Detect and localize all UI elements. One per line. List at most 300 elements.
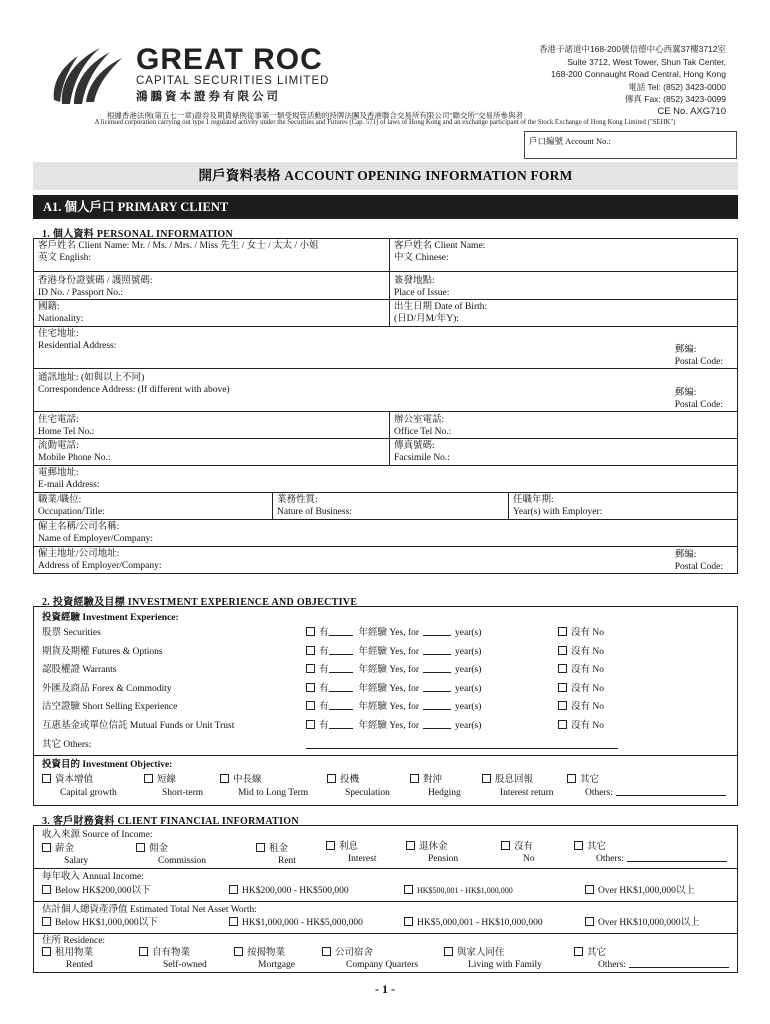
date-of-birth-field[interactable] [389, 300, 737, 326]
home-tel-field[interactable] [34, 412, 389, 438]
yes-label: 有 [319, 683, 329, 694]
experience-item-text: 期貨及期權 Futures & Options [42, 646, 163, 657]
postal-sublabel: Postal Code: [674, 562, 723, 572]
residence-cn-row [42, 947, 93, 959]
experience-yes-option[interactable] [306, 646, 481, 658]
address-chinese: 香港干諾道中168-200號信德中心西翼37樓3712室 [538, 44, 726, 54]
residence-option[interactable] [444, 947, 542, 971]
experience-yes-option[interactable] [306, 720, 481, 732]
net-text: HK$5,000,001 - HK$10,000,000 [417, 918, 543, 928]
objective-en-row [327, 787, 390, 800]
occupation-label: 職業/職位: [38, 495, 82, 505]
net-text: Over HK$10,000,000以上 [598, 918, 700, 928]
source-en: No [523, 854, 535, 864]
income-option[interactable] [42, 885, 151, 897]
checkbox[interactable] [42, 947, 51, 956]
dob-sublabel: (日D/月M/年Y): [394, 314, 459, 324]
brand-subtitle: CAPITAL SECURITIES LIMITED [136, 75, 330, 87]
checkbox[interactable] [585, 917, 594, 926]
years-suffix: year(s) [455, 646, 482, 657]
experience-item-label [42, 646, 163, 658]
years-label: 任職年期: [513, 495, 554, 505]
phone-row [34, 411, 737, 438]
nationality-label: 國籍: [38, 302, 60, 312]
source-cn: 退休金 [419, 842, 448, 852]
experience-no-option[interactable] [558, 664, 604, 676]
source-cn-row [136, 843, 206, 855]
experience-no-option[interactable] [558, 683, 604, 695]
years-input[interactable] [423, 664, 451, 673]
objective-en-row [567, 787, 726, 800]
residence-cn: 公司宿舍 [335, 948, 374, 958]
years-suffix: year(s) [455, 628, 482, 638]
correspondence-address-field[interactable] [34, 369, 737, 411]
experience-no-option[interactable] [558, 627, 604, 639]
objective-others-input[interactable] [616, 787, 726, 796]
nationality-field[interactable] [34, 300, 389, 326]
objective-en: Interest return [500, 788, 554, 798]
residential-sublabel: Residential Address: [38, 341, 117, 351]
years-blank[interactable] [329, 683, 353, 692]
chinese-name-sublabel: 中文 Chinese: [394, 253, 449, 263]
checkbox[interactable] [558, 701, 567, 710]
source-cn: 沒有 [514, 842, 534, 852]
home-tel-label: 住宅電話: [38, 415, 79, 425]
income-text: Over HK$1,000,000以上 [598, 886, 695, 896]
checkbox[interactable] [558, 720, 567, 729]
net-option[interactable] [585, 917, 700, 929]
brand-chinese-name: 鴻鵬資本證券有限公司 [136, 89, 281, 103]
personal-info-table [33, 238, 738, 574]
years-with-employer-field[interactable] [508, 493, 737, 519]
nationality-row [34, 299, 737, 326]
income-text: HK$500,001 - HK$1,000,000 [417, 886, 513, 895]
source-cn: 佣金 [149, 844, 169, 854]
residence-cn: 租用物業 [55, 948, 94, 958]
years-blank[interactable] [329, 627, 353, 636]
yes-label: 有 [319, 646, 329, 657]
residence-en-row [234, 959, 295, 971]
divider [34, 868, 737, 869]
checkbox[interactable] [144, 774, 153, 783]
checkbox[interactable] [306, 683, 315, 692]
checkbox[interactable] [42, 885, 51, 894]
occupation-sublabel: Occupation/Title: [38, 507, 105, 517]
objective-cn: 對沖 [423, 775, 443, 785]
years-label: 年經驗 Yes, for [358, 628, 420, 638]
objective-cn: 投機 [340, 775, 360, 785]
checkbox[interactable] [558, 664, 567, 673]
correspondence-postal-code [675, 387, 723, 411]
company-address [539, 43, 726, 118]
objective-en: Capital growth [60, 788, 117, 798]
checkbox[interactable] [585, 885, 594, 894]
residence-en-row [42, 959, 93, 971]
residential-label: 住宅地址: [38, 329, 79, 339]
name-row [34, 239, 737, 271]
source-en: Salary [64, 856, 89, 866]
years-suffix: year(s) [455, 720, 482, 731]
employer-row [34, 519, 737, 546]
checkbox[interactable] [306, 627, 315, 636]
experience-item-label [42, 627, 101, 639]
experience-others-input[interactable] [306, 740, 618, 749]
residential-row [34, 326, 737, 368]
objective-option[interactable] [144, 774, 203, 800]
account-number-label: 戶口編號 Account No.: [529, 136, 611, 146]
investment-heading: 2. 投資經驗及目標 INVESTMENT EXPERIENCE AND OBJECTIVE [42, 597, 358, 608]
brand-block [136, 43, 330, 104]
objective-option[interactable] [327, 774, 390, 800]
years-input[interactable] [423, 683, 451, 692]
objective-cn-row [220, 774, 308, 787]
checkbox[interactable] [482, 774, 491, 783]
yes-label: 有 [319, 702, 329, 712]
residential-postal-code [675, 344, 723, 368]
residential-address-field[interactable] [34, 327, 737, 368]
address-line-1: Suite 3712, West Tower, Shun Tak Center, [567, 56, 726, 67]
objective-cn: 股息回報 [495, 775, 534, 785]
years-blank[interactable] [329, 701, 353, 710]
objective-en-row [220, 787, 308, 800]
office-tel-field[interactable] [389, 412, 737, 438]
income-source-option[interactable] [136, 843, 206, 867]
checkbox[interactable] [229, 917, 238, 926]
years-label: 年經驗 Yes, for [358, 646, 420, 657]
residence-en: Company Quarters [346, 960, 419, 970]
objective-en-row [410, 787, 461, 800]
facsimile-sublabel: Facsimile No.: [394, 453, 450, 463]
residence-others-input[interactable] [629, 959, 729, 968]
id-row [34, 271, 737, 299]
income-label: 每年收入 Annual Income: [42, 872, 144, 882]
checkbox[interactable] [229, 885, 238, 894]
objective-cn: 中長線 [233, 775, 262, 785]
income-source-option[interactable] [326, 841, 377, 865]
objective-option[interactable] [567, 774, 726, 800]
checkbox[interactable] [406, 841, 415, 850]
residence-option[interactable] [574, 947, 729, 971]
residence-option[interactable] [139, 947, 207, 971]
residence-cn-row [139, 947, 207, 959]
account-number-field[interactable] [524, 131, 737, 159]
source-en: Others: [596, 854, 624, 864]
income-option[interactable] [585, 885, 695, 897]
letterhead [0, 0, 770, 130]
experience-yes-option[interactable] [306, 664, 481, 676]
source-en-row [574, 853, 727, 865]
employer-name-field[interactable] [34, 520, 737, 546]
personal-info-heading: 1. 個人資料 PERSONAL INFORMATION [42, 229, 234, 240]
years-blank[interactable] [329, 664, 353, 673]
source-cn-row [256, 843, 296, 855]
correspondence-sublabel: Correspondence Address: (If different with above) [38, 385, 230, 395]
employer-address-field[interactable] [34, 547, 737, 573]
residence-cn-row [322, 947, 418, 959]
email-row [34, 465, 737, 492]
source-en-row [256, 855, 296, 867]
id-passport-field[interactable] [34, 272, 389, 299]
source-cn-row [406, 841, 458, 853]
source-cn-row [501, 841, 535, 853]
years-suffix: year(s) [455, 683, 482, 694]
checkbox[interactable] [404, 885, 413, 894]
divider [34, 933, 737, 934]
years-suffix: year(s) [455, 665, 482, 675]
objective-cn-row [42, 774, 117, 787]
checkbox[interactable] [326, 841, 335, 850]
experience-yes-option[interactable] [306, 701, 481, 713]
residence-cn: 與家人同住 [457, 948, 505, 958]
residence-option[interactable] [234, 947, 295, 971]
residence-en-row [322, 959, 418, 971]
experience-item-text: 外匯及商品 Forex & Commodity [42, 683, 172, 694]
facsimile-field[interactable] [389, 439, 737, 465]
checkbox[interactable] [567, 774, 576, 783]
mobile-row [34, 438, 737, 465]
residence-en: Self-owned [163, 960, 207, 970]
checkbox[interactable] [306, 664, 315, 673]
checkbox[interactable] [256, 843, 265, 852]
years-blank[interactable] [329, 646, 353, 655]
residence-en: Others: [598, 960, 626, 970]
occupation-field[interactable] [34, 493, 272, 519]
checkbox[interactable] [558, 627, 567, 636]
objective-en: Speculation [345, 788, 390, 798]
checkbox[interactable] [306, 701, 315, 710]
residence-en: Mortgage [258, 960, 295, 970]
years-input[interactable] [423, 701, 451, 710]
correspondence-row [34, 368, 737, 411]
income-source-option[interactable] [501, 841, 535, 865]
income-text: HK$200,000 - HK$500,000 [242, 886, 349, 896]
objective-cn: 資本增值 [55, 775, 94, 785]
source-en-row [326, 853, 377, 865]
checkbox[interactable] [42, 774, 51, 783]
checkbox[interactable] [136, 843, 145, 852]
objective-option[interactable] [410, 774, 461, 800]
postal-label: 郵編: [674, 550, 697, 560]
years-input[interactable] [423, 627, 451, 636]
checkbox[interactable] [42, 843, 51, 852]
yes-label: 有 [319, 720, 329, 731]
net-worth-label: 估計個人總資產淨值 Estimated Total Net Asset Worth: [42, 905, 257, 915]
objective-cn-row [144, 774, 203, 787]
home-tel-sublabel: Home Tel No.: [38, 427, 95, 437]
objective-option[interactable] [482, 774, 554, 800]
employer-address-row [34, 546, 737, 573]
years-input[interactable] [423, 646, 451, 655]
no-label: 沒有 No [571, 683, 604, 694]
objective-cn: 其它 [580, 775, 600, 785]
section-primary-client: A1. 個人戶口 PRIMARY CLIENT [33, 195, 738, 219]
financial-heading: 3. 客戶財務資料 CLIENT FINANCIAL INFORMATION [42, 816, 299, 827]
financial-table [33, 825, 738, 973]
objective-en-row [144, 787, 203, 800]
employer-sublabel: Name of Employer/Company: [38, 534, 154, 544]
residence-label: 住所 Residence: [42, 936, 106, 946]
years-input[interactable] [423, 720, 451, 729]
source-en: Rent [278, 856, 296, 866]
nationality-sublabel: Nationality: [38, 314, 84, 324]
postal-sublabel: Postal Code: [674, 400, 723, 410]
checkbox[interactable] [306, 646, 315, 655]
net-option[interactable] [404, 917, 543, 929]
yes-label: 有 [319, 665, 329, 675]
no-label: 沒有 No [571, 628, 604, 638]
years-label: 年經驗 Yes, for [358, 702, 420, 712]
checkbox[interactable] [42, 917, 51, 926]
experience-no-option[interactable] [558, 720, 604, 732]
checkbox[interactable] [234, 947, 243, 956]
residence-cn: 其它 [587, 948, 607, 958]
experience-item-text: 沽空證驗 Short Selling Experience [42, 702, 178, 712]
checkbox[interactable] [322, 947, 331, 956]
net-option[interactable] [42, 917, 158, 929]
objective-cn-row [567, 774, 726, 787]
telephone: 電話 Tel: (852) 3423-0000 [628, 81, 726, 92]
residence-cn-row [234, 947, 295, 959]
yes-label: 有 [319, 628, 329, 638]
ce-number: CE No. AXG710 [657, 105, 726, 117]
checkbox[interactable] [501, 841, 510, 850]
objective-cn: 短線 [157, 775, 177, 785]
checkbox[interactable] [558, 683, 567, 692]
source-en: Pension [428, 854, 459, 864]
divider [34, 901, 737, 902]
income-source-option[interactable] [42, 843, 88, 867]
income-text: Below HK$200,000以下 [55, 886, 151, 896]
experience-label: 投資經驗 Investment Experience: [42, 613, 179, 623]
objective-option[interactable] [42, 774, 117, 800]
place-of-issue-field[interactable] [389, 272, 737, 299]
income-source-option[interactable] [256, 843, 296, 867]
residence-cn-row [444, 947, 542, 959]
office-tel-label: 辦公室電話: [394, 415, 445, 425]
license-statement-chinese: 根據香港法例(第五七一章)證券及期貨條例從事第一類受規管活動的持牌法團及香港聯合交易所有限公司"聯交所"交易所參與者 [106, 111, 524, 120]
mobile-field[interactable] [34, 439, 389, 465]
experience-item-label [42, 720, 234, 732]
source-en: Interest [348, 854, 377, 864]
net-text: HK$1,000,000 - HK$5,000,000 [242, 918, 363, 928]
office-tel-sublabel: Office Tel No.: [394, 427, 452, 437]
email-sublabel: E-mail Address: [38, 480, 100, 490]
income-source-option[interactable] [574, 841, 727, 865]
residence-cn: 按揭物業 [247, 948, 286, 958]
checkbox[interactable] [410, 774, 419, 783]
checkbox[interactable] [220, 774, 229, 783]
experience-item-label [42, 683, 172, 695]
source-cn-row [42, 843, 88, 855]
source-label: 收入來源 Source of Income: [42, 830, 153, 840]
years-blank[interactable] [329, 720, 353, 729]
years-label: 年經驗 Yes, for [358, 665, 420, 675]
checkbox[interactable] [558, 646, 567, 655]
years-sublabel: Year(s) with Employer: [513, 507, 603, 517]
correspondence-label: 通訊地址: (如與以上不同) [38, 373, 145, 383]
no-label: 沒有 No [571, 665, 604, 675]
postal-label: 郵編: [674, 388, 697, 398]
objective-cn-row [482, 774, 554, 787]
income-option[interactable] [404, 885, 513, 897]
mobile-label: 流動電話: [38, 441, 79, 451]
checkbox[interactable] [139, 947, 148, 956]
address-line-2: 168-200 Connaught Road Central, Hong Kong [551, 69, 726, 79]
experience-yes-option[interactable] [306, 683, 481, 695]
residence-en-row [574, 959, 729, 971]
occupation-row [34, 492, 737, 519]
no-label: 沒有 No [571, 702, 604, 712]
id-label: 香港身份證號碼 / 護照號碼: [38, 276, 153, 286]
checkbox[interactable] [444, 947, 453, 956]
objective-en-row [482, 787, 554, 800]
years-suffix: year(s) [455, 702, 482, 712]
experience-no-option[interactable] [558, 701, 604, 713]
experience-item-label [42, 664, 116, 676]
email-label: 電郵地址: [38, 468, 79, 478]
email-field[interactable] [34, 466, 737, 492]
objective-en: Mid to Long Term [238, 788, 309, 798]
source-cn: 租金 [269, 844, 289, 854]
experience-yes-option[interactable] [306, 627, 481, 639]
source-en-row [136, 855, 206, 867]
objective-option[interactable] [220, 774, 308, 800]
checkbox[interactable] [574, 947, 583, 956]
checkbox[interactable] [327, 774, 336, 783]
experience-item-text: 互惠基金或單位信託 Mutual Funds or Unit Trust [42, 720, 235, 731]
issue-sublabel: Place of Issue: [394, 288, 450, 298]
residence-en: Rented [66, 960, 93, 970]
business-sublabel: Nature of Business: [277, 507, 352, 517]
residence-option[interactable] [42, 947, 93, 971]
experience-item-label [42, 701, 177, 713]
checkbox[interactable] [404, 917, 413, 926]
others-label: 其它 Others: [42, 740, 92, 750]
business-nature-field[interactable] [272, 493, 508, 519]
page-number: - 1 - [375, 982, 395, 996]
issue-label: 簽發地點: [394, 276, 435, 286]
employer-address-sublabel: Address of Employer/Company: [38, 561, 162, 571]
no-label: 沒有 No [571, 646, 604, 657]
residence-cn: 自有物業 [152, 948, 191, 958]
checkbox[interactable] [574, 841, 583, 850]
experience-no-option[interactable] [558, 646, 604, 658]
employer-postal-code [675, 549, 723, 573]
postal-sublabel: Postal Code: [674, 357, 723, 367]
facsimile-label: 傳真號碼: [394, 441, 435, 451]
income-source-option[interactable] [406, 841, 458, 865]
checkbox[interactable] [306, 720, 315, 729]
income-option[interactable] [229, 885, 349, 897]
net-option[interactable] [229, 917, 363, 929]
source-cn-row [574, 841, 727, 853]
english-name-label: 客戶姓名 Client Name: Mr. / Ms. / Mrs. / Miss 先生 / 女士 / 太太 / 小姐 [38, 241, 319, 251]
objective-cn-row [327, 774, 390, 787]
source-cn: 其它 [587, 842, 607, 852]
chinese-name-field[interactable] [389, 239, 737, 271]
objective-en: Hedging [428, 788, 461, 798]
experience-others [42, 739, 91, 751]
source-others-input[interactable] [627, 853, 727, 862]
english-name-field[interactable] [34, 239, 389, 271]
mobile-sublabel: Mobile Phone No.: [38, 453, 111, 463]
net-text: Below HK$1,000,000以下 [55, 918, 158, 928]
residence-cn-row [574, 947, 729, 959]
residence-option[interactable] [322, 947, 418, 971]
postal-label: 郵編: [674, 345, 697, 355]
divider [34, 755, 737, 756]
source-cn: 薪金 [55, 844, 75, 854]
